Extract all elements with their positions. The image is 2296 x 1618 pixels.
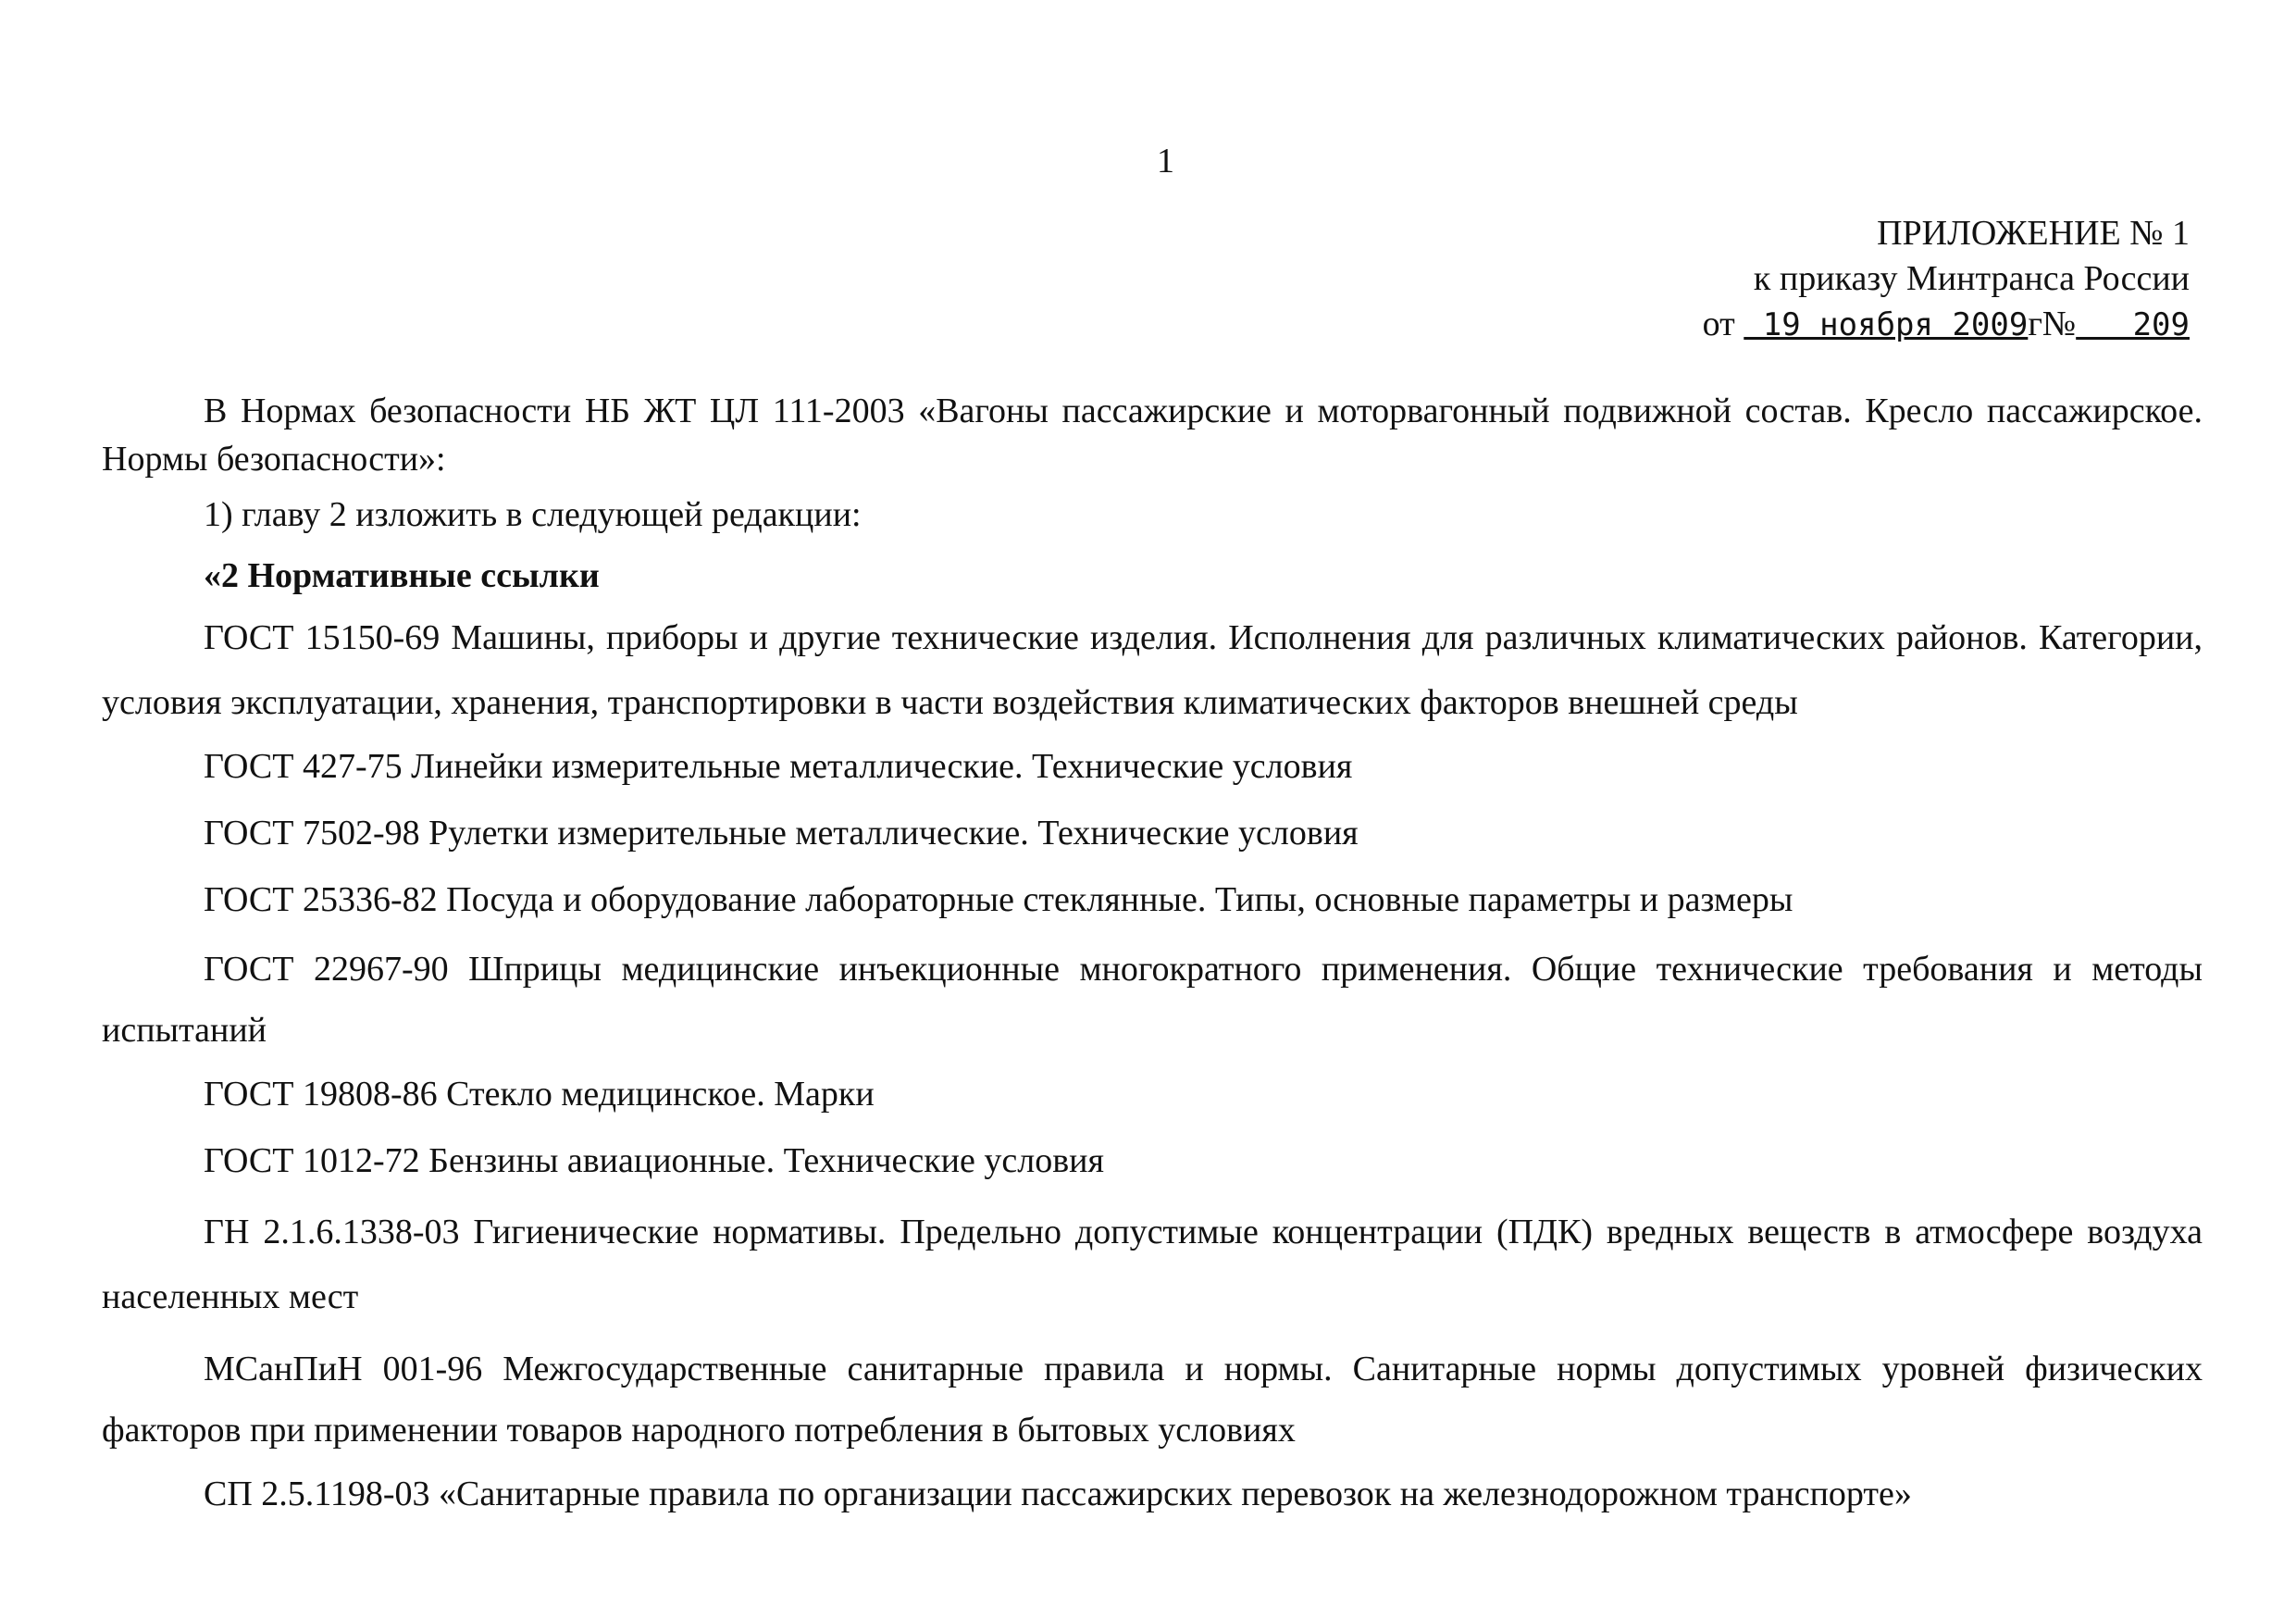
appendix-date-line bbox=[1703, 302, 2190, 348]
date-prefix: от bbox=[1702, 305, 1735, 343]
appendix-header bbox=[1703, 211, 2190, 348]
reference-item: МСанПиН 001-96 Межгосударственные санитарные правила и нормы. Санитарные нормы допустимых уровней физических факторов при применении товаров народного потребления в бытовых условиях bbox=[102, 1350, 2203, 1450]
number-prefix: г№ bbox=[2028, 305, 2077, 343]
reference-item: ГН 2.1.6.1338-03 Гигиенические нормативы. Предельно допустимые концентрации (ПДК) вредных веществ в атмосфере воздуха населенных мест bbox=[102, 1213, 2203, 1316]
reference-item: ГОСТ 1012-72 Бензины авиационные. Технические условия bbox=[204, 1141, 1104, 1180]
item-1: 1) главу 2 изложить в следующей редакции: bbox=[204, 495, 862, 534]
reference-item: ГОСТ 19808-86 Стекло медицинское. Марки bbox=[204, 1075, 875, 1114]
page-number: 1 bbox=[1157, 142, 1174, 180]
order-date: 19 ноября 2009 bbox=[1744, 306, 2029, 343]
reference-item: ГОСТ 25336-82 Посуда и оборудование лабораторные стеклянные. Типы, основные параметры и размеры bbox=[204, 880, 1793, 919]
order-number: 209 bbox=[2076, 306, 2190, 343]
reference-item: ГОСТ 7502-98 Рулетки измерительные металлические. Технические условия bbox=[204, 814, 1359, 853]
appendix-order-line: к приказу Минтранса России bbox=[1753, 259, 2190, 298]
section-heading: «2 Нормативные ссылки bbox=[204, 556, 600, 595]
appendix-title: ПРИЛОЖЕНИЕ № 1 bbox=[1877, 214, 2190, 253]
reference-item: ГОСТ 22967-90 Шприцы медицинские инъекционные многократного применения. Общие технические требования и методы испытаний bbox=[102, 950, 2203, 1050]
reference-item: ГОСТ 427-75 Линейки измерительные металлические. Технические условия bbox=[204, 747, 1353, 786]
document-body bbox=[102, 387, 2203, 1518]
reference-item: СП 2.5.1198-03 «Санитарные правила по организации пассажирских перевозок на железнодорожном транспорте» bbox=[204, 1475, 1912, 1513]
intro-paragraph: В Нормах безопасности НБ ЖТ ЦЛ 111-2003 «Вагоны пассажирские и моторвагонный подвижной состав. Кресло пассажирское. Нормы безопасности»: bbox=[102, 392, 2203, 479]
reference-item: ГОСТ 15150-69 Машины, приборы и другие технические изделия. Исполнения для различных климатических районов. Категории, условия эксплуатации, хранения, транспортировки в части воздействия климатических факторов внешней среды bbox=[102, 618, 2203, 722]
